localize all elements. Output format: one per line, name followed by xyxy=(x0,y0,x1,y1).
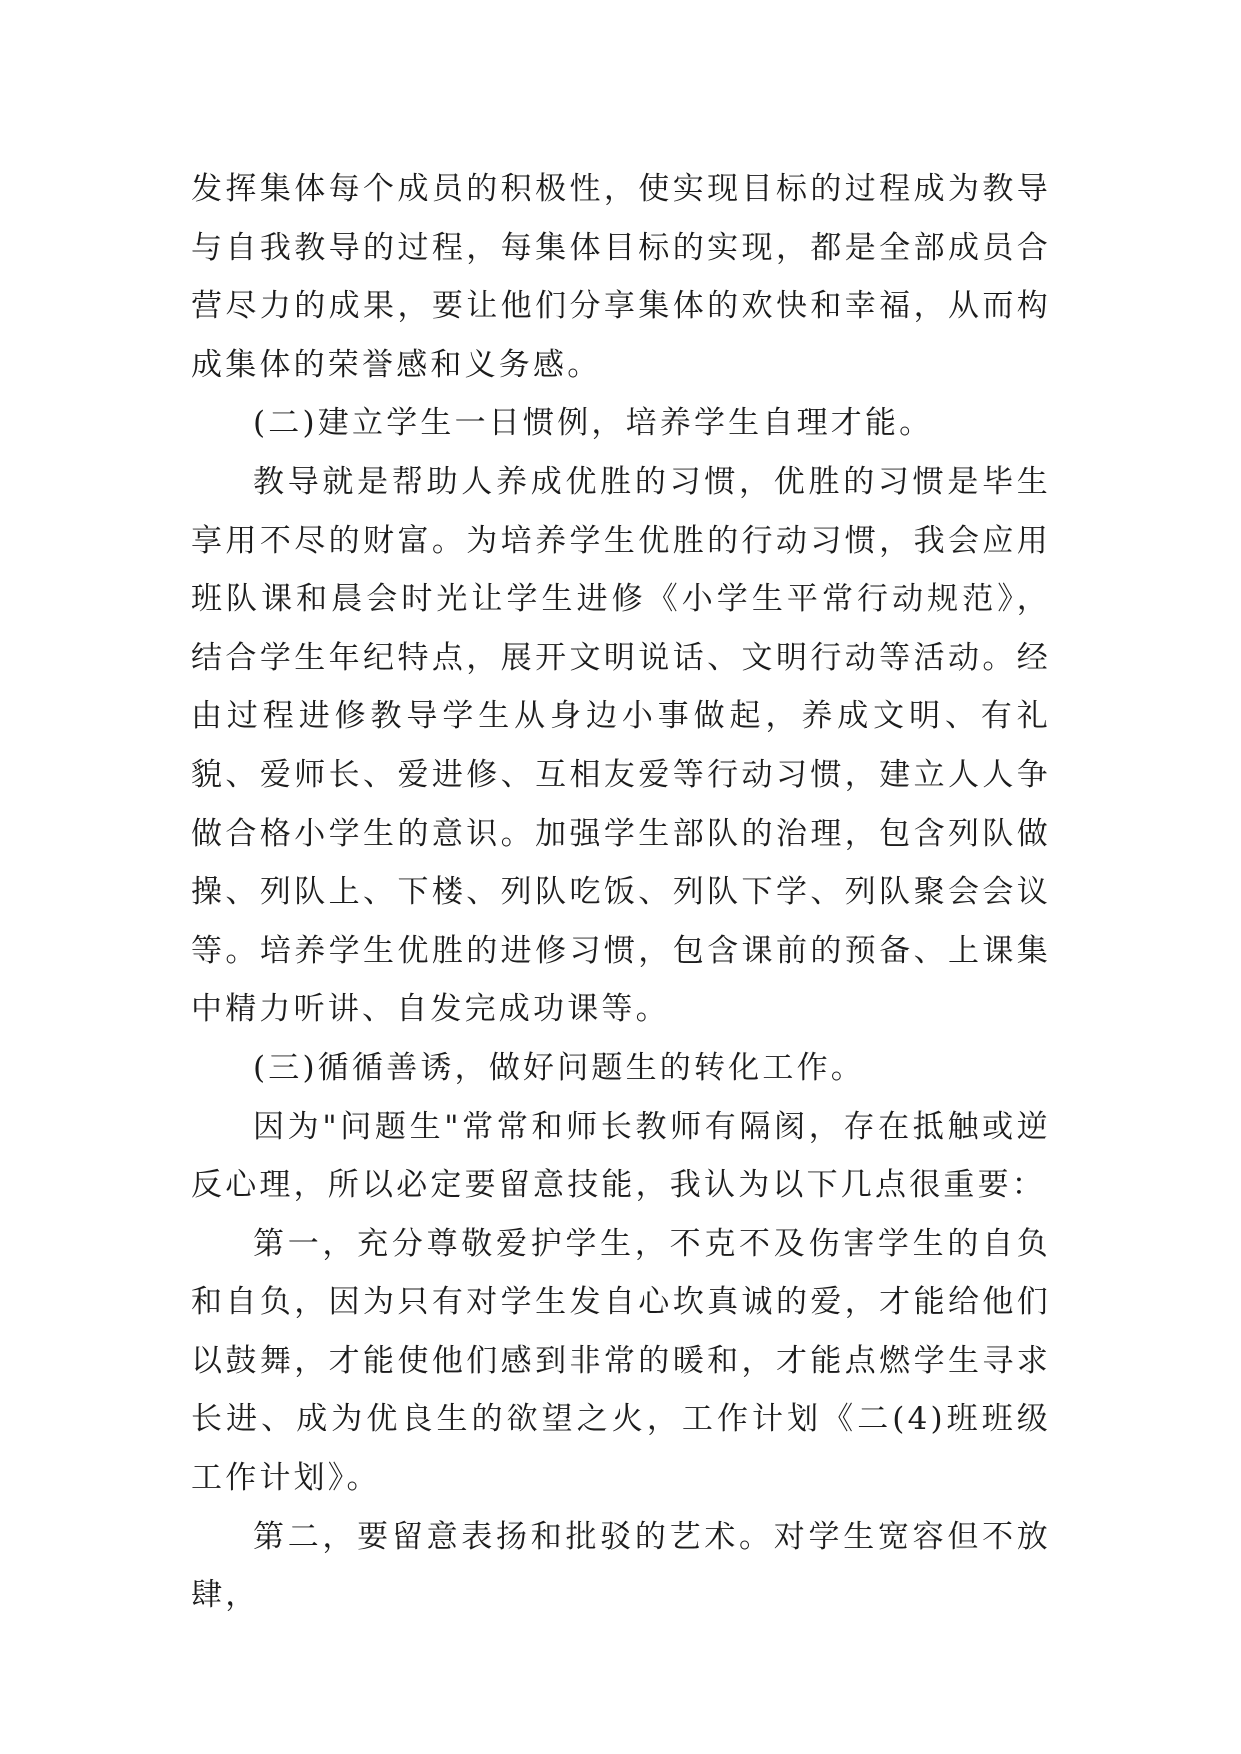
paragraph-good-habits: 教导就是帮助人养成优胜的习惯，优胜的习惯是毕生享用不尽的财富。为培养学生优胜的行动习惯，我会应用班队课和晨会时光让学生进修《小学生平常行动规范》，结合学生年纪特点，展开文明说话、文明行动等活动。经由过程进修教导学生从身边小事做起，养成文明、有礼貌、爱师长、爱进修、互相友爱等行动习惯，建立人人争做合格小学生的意识。加强学生部队的治理，包含列队做操、列队上、下楼、列队吃饭、列队下学、列队聚会会议等。培养学生优胜的进修习惯，包含课前的预备、上课集中精力听讲、自发完成功课等。 xyxy=(191,463,1051,1028)
section-heading-problem-students: (三)循循善诱，做好问题生的转化工作。 xyxy=(253,1049,865,1086)
document-body xyxy=(191,160,1051,1625)
section-heading-daily-routine: (二)建立学生一日惯例，培养学生自理才能。 xyxy=(253,405,934,442)
paragraph-point-one: 第一，充分尊敬爱护学生，不克不及伤害学生的自负和自负，因为只有对学生发自心坎真诚的爱，才能给他们以鼓舞，才能使他们感到非常的暖和，才能点燃学生寻求长进、成为优良生的欲望之火，工作计划《二(4)班班级工作计划》。 xyxy=(191,1225,1051,1497)
paragraph-point-two: 第二，要留意表扬和批驳的艺术。对学生宽容但不放肆， xyxy=(191,1518,1051,1614)
paragraph-problem-students-intro: 因为"问题生"常常和师长教师有隔阂，存在抵触或逆反心理，所以必定要留意技能，我认为以下几点很重要： xyxy=(191,1108,1051,1204)
paragraph-collective-goals: 发挥集体每个成员的积极性，使实现目标的过程成为教导与自我教导的过程，每集体目标的实现，都是全部成员合营尽力的成果，要让他们分享集体的欢快和幸福，从而构成集体的荣誉感和义务感。 xyxy=(191,171,1051,383)
